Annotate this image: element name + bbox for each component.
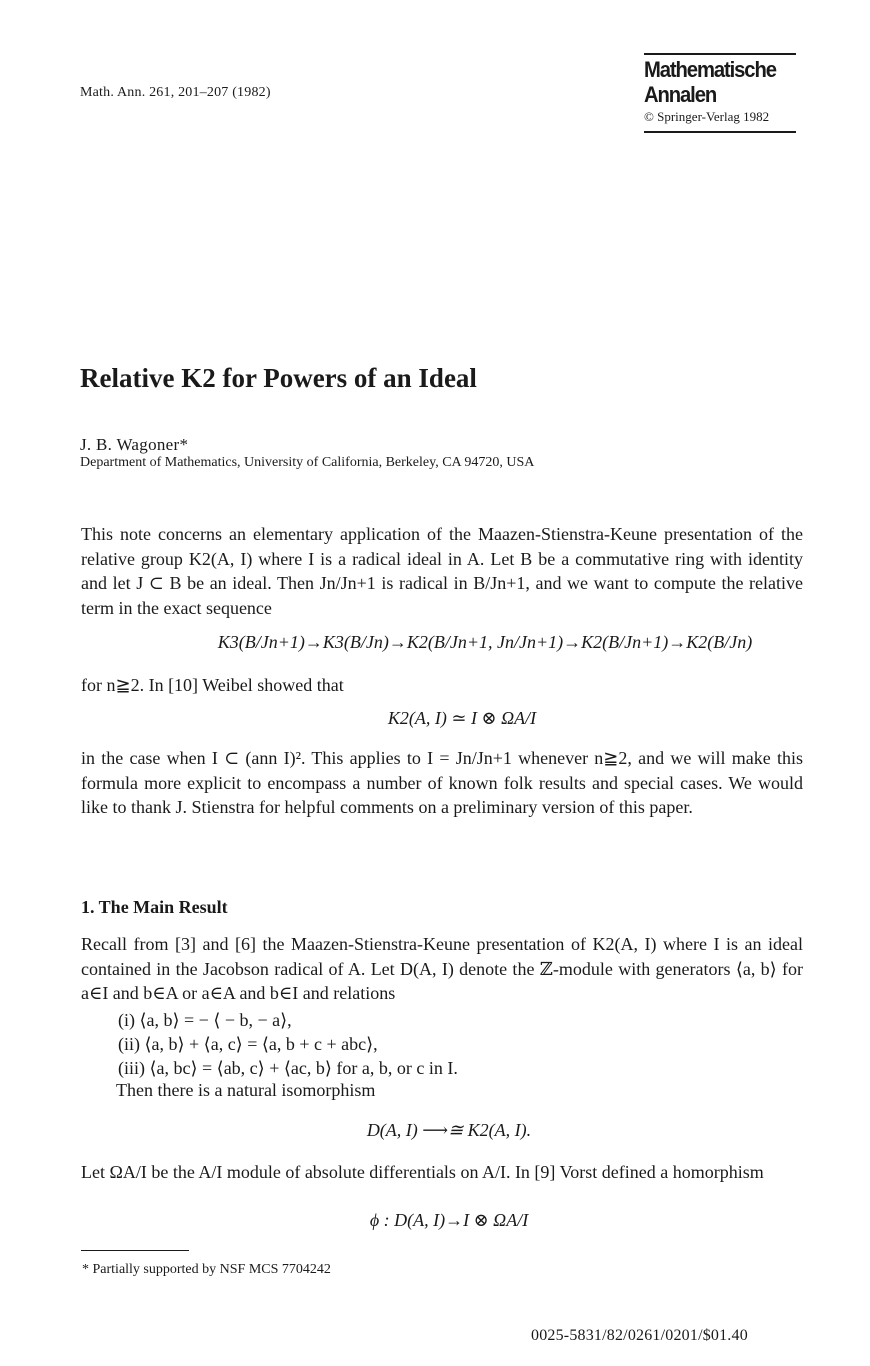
intro-paragraph-3: in the case when I ⊂ (ann I)². This applies to I = Jn/Jn+1 whenever n≧2, and we will make this formula more explicit to encompass a number of known folk results and special cases. We would like to thank J. Stienstra for helpful comments on a preliminary version of this paper. [81,748,803,818]
intro-paragraph-2: for n≧2. In [10] Weibel showed that [81,675,344,695]
masthead-line-1: Mathematische [644,57,776,82]
then-line: Then there is a natural isomorphism [116,1080,376,1100]
relation-item: (iii) ⟨a, bc⟩ = ⟨ab, c⟩ + ⟨ac, b⟩ for a, b, or c in I. [118,1058,458,1078]
weibel-isomorphism-display: K2(A, I) ≃ I ⊗ ΩA/I [387,708,537,728]
exact-sequence-display: K3(B/Jn+1)→K3(B/Jn)→K2(B/Jn+1, Jn/Jn+1)→K2(B/Jn+1)→K2(B/Jn) [217,632,753,652]
relation-item: (i) ⟨a, b⟩ = − ⟨ − b, − a⟩, [118,1010,292,1030]
author-name: J. B. Wagoner* [80,435,189,454]
footnote: * Partially supported by NSF MCS 7704242 [82,1262,331,1277]
masthead-line-2: Annalen [644,82,717,107]
natural-isomorphism-display: D(A, I) ⟶≅ K2(A, I). [366,1120,532,1140]
journal-masthead [644,53,796,133]
relation-item: (ii) ⟨a, b⟩ + ⟨a, c⟩ = ⟨a, b + c + abc⟩, [118,1034,378,1054]
masthead-top-rule [644,53,796,55]
paper-title: Relative K2 for Powers of an Ideal [80,363,477,393]
masthead-bottom-rule [644,131,796,133]
phi-homomorphism-display: ϕ : D(A, I)→I ⊗ ΩA/I [369,1210,529,1230]
section-paragraph-1: Recall from [3] and [6] the Maazen-Stienstra-Keune presentation of K2(A, I) where I is an ideal contained in the Jacobson radical of A. Let D(A, I) denote the ℤ-module with generators ⟨a, b⟩ for a∈I and b∈A or a∈A and b∈I and relations [81,934,803,1004]
section-paragraph-2: Let ΩA/I be the A/I module of absolute differentials on A/I. In [9] Vorst defined a homorphism [81,1162,764,1182]
journal-reference: Math. Ann. 261, 201–207 (1982) [80,85,271,100]
author-affiliation: Department of Mathematics, University of California, Berkeley, CA 94720, USA [80,455,535,470]
intro-paragraph-1: This note concerns an elementary application of the Maazen-Stienstra-Keune presentation of the relative group K2(A, I) where I is a radical ideal in A. Let B be a commutative ring with identity and let J ⊂ B be an ideal. Then Jn/Jn+1 is radical in B/Jn+1, and we want to compute the relative term in the exact sequence [81,524,803,619]
article-code: 0025-5831/82/0261/0201/$01.40 [531,1327,748,1344]
section-heading: 1. The Main Result [81,897,228,917]
footnote-rule [81,1250,189,1251]
copyright-notice: © Springer-Verlag 1982 [644,109,770,124]
